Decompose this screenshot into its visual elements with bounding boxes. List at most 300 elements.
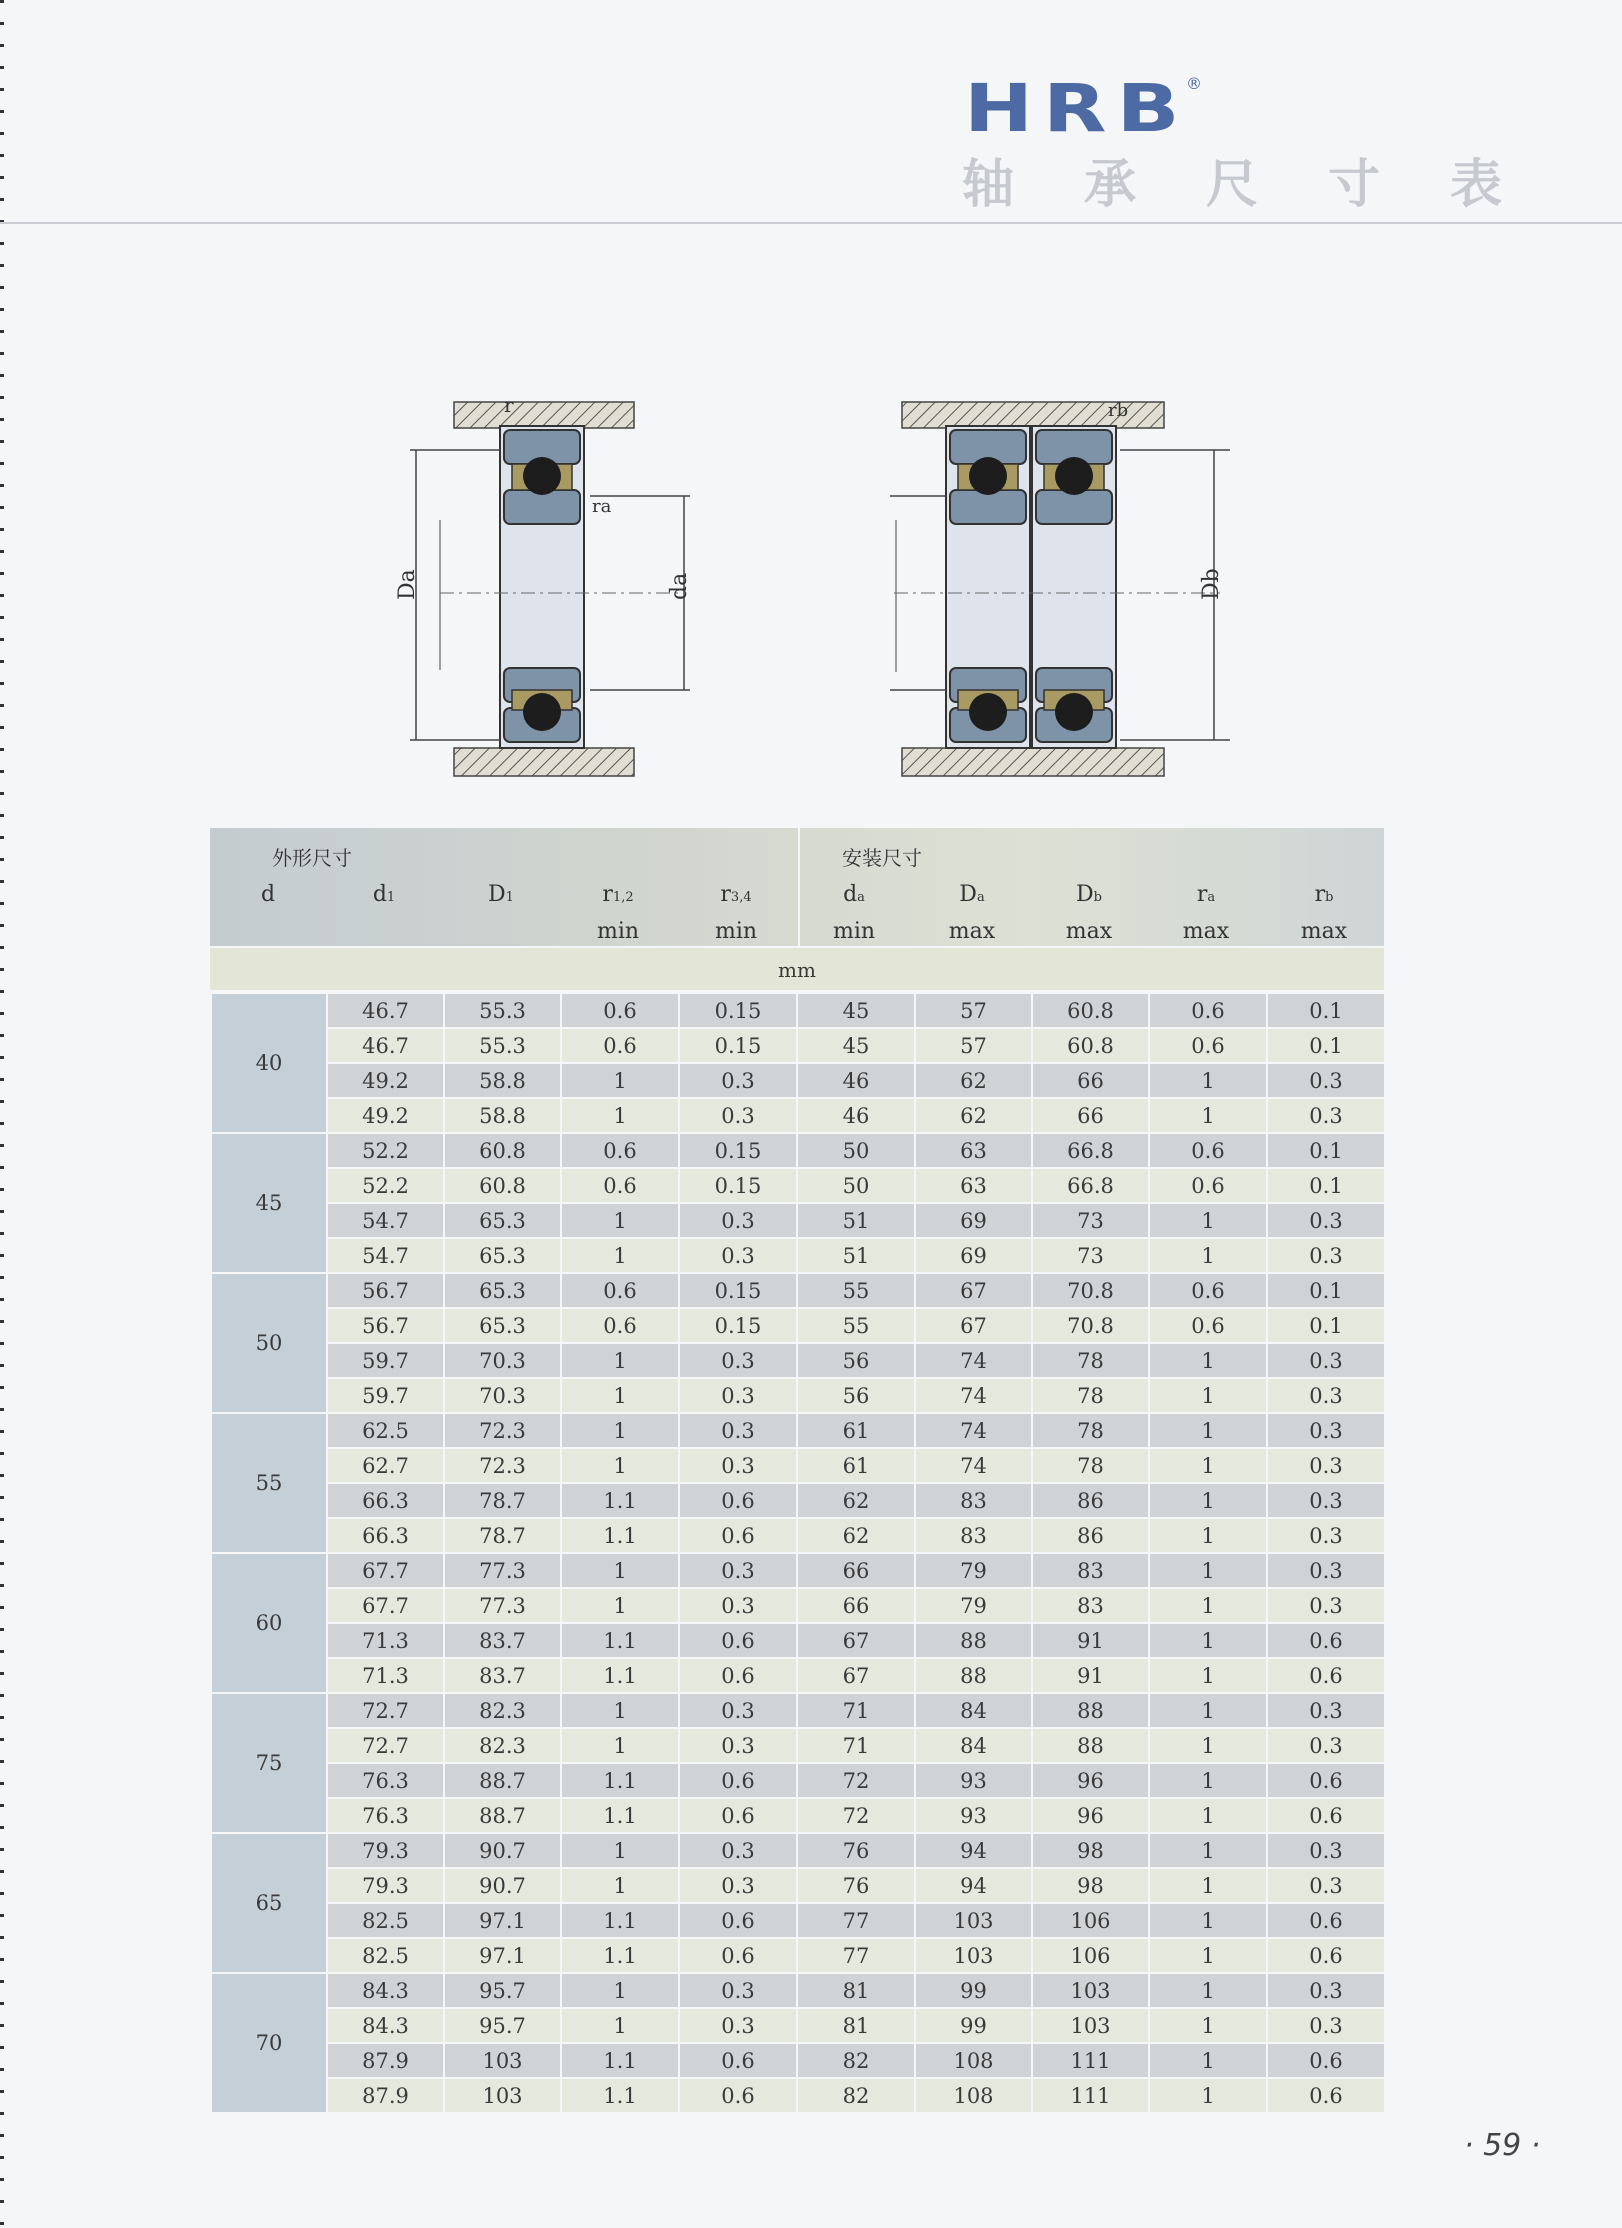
- table-cell: 54.7: [327, 1203, 444, 1238]
- table-cell: 60.8: [444, 1168, 561, 1203]
- table-cell: 1: [1149, 2043, 1267, 2078]
- table-cell: 0.6: [1267, 1623, 1385, 1658]
- table-cell: 1: [1149, 1203, 1267, 1238]
- table-cell: 77.3: [444, 1588, 561, 1623]
- table-cell: 74: [915, 1343, 1032, 1378]
- table-cell: 65.3: [444, 1203, 561, 1238]
- table-cell: 106: [1032, 1903, 1149, 1938]
- table-cell: 72.3: [444, 1413, 561, 1448]
- page-binding-edge: [0, 0, 4, 2228]
- table-cell: 88: [1032, 1693, 1149, 1728]
- table-cell: 0.3: [679, 1098, 797, 1133]
- bore-diameter-cell: 50: [211, 1273, 327, 1413]
- table-cell: 0.3: [679, 1203, 797, 1238]
- table-cell: 61: [797, 1448, 915, 1483]
- table-cell: 1: [561, 1238, 679, 1273]
- table-cell: 57: [915, 993, 1032, 1028]
- table-cell: 0.3: [679, 1378, 797, 1413]
- table-cell: 88.7: [444, 1763, 561, 1798]
- table-cell: 95.7: [444, 1973, 561, 2008]
- label-r: r: [504, 393, 514, 417]
- table-cell: 66: [1032, 1063, 1149, 1098]
- table-cell: 0.3: [1267, 1483, 1385, 1518]
- table-cell: 1: [561, 1343, 679, 1378]
- table-cell: 1: [1149, 1903, 1267, 1938]
- table-cell: 0.3: [1267, 1378, 1385, 1413]
- table-cell: 51: [797, 1238, 915, 1273]
- page-number: · 59 ·: [1464, 2128, 1541, 2163]
- table-cell: 103: [1032, 1973, 1149, 2008]
- table-cell: 91: [1032, 1658, 1149, 1693]
- table-cell: 65.3: [444, 1238, 561, 1273]
- table-cell: 1: [1149, 2078, 1267, 2113]
- label-Db: Db: [1199, 568, 1224, 600]
- table-cell: 0.6: [561, 1133, 679, 1168]
- table-cell: 49.2: [327, 1063, 444, 1098]
- table-cell: 0.1: [1267, 1308, 1385, 1343]
- table-cell: 1: [561, 1728, 679, 1763]
- table-cell: 49.2: [327, 1098, 444, 1133]
- table-cell: 65.3: [444, 1273, 561, 1308]
- table-cell: 1: [1149, 1938, 1267, 1973]
- table-cell: 0.3: [1267, 1413, 1385, 1448]
- table-cell: 1: [1149, 1833, 1267, 1868]
- table-cell: 0.6: [1267, 1798, 1385, 1833]
- table-cell: 1.1: [561, 1903, 679, 1938]
- table-cell: 62: [797, 1483, 915, 1518]
- table-cell: 1.1: [561, 1938, 679, 1973]
- column-header: r1,2 min: [596, 882, 640, 944]
- table-cell: 69: [915, 1203, 1032, 1238]
- bore-diameter-cell: 75: [211, 1693, 327, 1833]
- table-cell: 55.3: [444, 1028, 561, 1063]
- table-cell: 1: [1149, 1098, 1267, 1133]
- table-cell: 0.6: [1149, 1133, 1267, 1168]
- table-cell: 0.6: [679, 1483, 797, 1518]
- table-cell: 0.6: [1267, 1903, 1385, 1938]
- table-cell: 70.8: [1032, 1273, 1149, 1308]
- table-cell: 69: [915, 1238, 1032, 1273]
- table-cell: 74: [915, 1448, 1032, 1483]
- table-cell: 0.6: [1149, 993, 1267, 1028]
- table-cell: 0.1: [1267, 1133, 1385, 1168]
- table-row: [211, 1728, 1385, 1763]
- table-row: [211, 1028, 1385, 1063]
- table-cell: 72: [797, 1763, 915, 1798]
- table-cell: 0.15: [679, 993, 797, 1028]
- table-cell: 93: [915, 1798, 1032, 1833]
- table-cell: 82.3: [444, 1728, 561, 1763]
- table-row: [211, 1763, 1385, 1798]
- table-cell: 93: [915, 1763, 1032, 1798]
- table-row: [211, 1448, 1385, 1483]
- table-cell: 1: [1149, 1238, 1267, 1273]
- table-cell: 60.8: [444, 1133, 561, 1168]
- table-cell: 1: [561, 1588, 679, 1623]
- table-cell: 1: [1149, 1553, 1267, 1588]
- table-cell: 0.3: [1267, 1833, 1385, 1868]
- table-row: [211, 1693, 1385, 1728]
- table-cell: 72.7: [327, 1728, 444, 1763]
- table-row: [211, 1588, 1385, 1623]
- table-cell: 45: [797, 1028, 915, 1063]
- table-cell: 1.1: [561, 2078, 679, 2113]
- table-cell: 52.2: [327, 1133, 444, 1168]
- table-cell: 0.3: [1267, 1868, 1385, 1903]
- table-cell: 99: [915, 1973, 1032, 2008]
- table-cell: 67.7: [327, 1588, 444, 1623]
- table-cell: 71.3: [327, 1658, 444, 1693]
- table-row: [211, 1413, 1385, 1448]
- column-header: ra max: [1182, 882, 1230, 944]
- table-cell: 0.3: [1267, 1203, 1385, 1238]
- table-header: [210, 828, 1384, 990]
- table-cell: 71: [797, 1728, 915, 1763]
- table-cell: 1: [561, 1378, 679, 1413]
- table-row: [211, 1868, 1385, 1903]
- table-cell: 0.6: [561, 1273, 679, 1308]
- table-cell: 57: [915, 1028, 1032, 1063]
- bore-diameter-cell: 70: [211, 1973, 327, 2113]
- table-cell: 66: [797, 1588, 915, 1623]
- table-cell: 0.6: [679, 2043, 797, 2078]
- table-cell: 58.8: [444, 1063, 561, 1098]
- table-cell: 0.3: [1267, 1588, 1385, 1623]
- table-cell: 90.7: [444, 1868, 561, 1903]
- table-cell: 0.1: [1267, 993, 1385, 1028]
- table-cell: 103: [1032, 2008, 1149, 2043]
- table-cell: 0.15: [679, 1028, 797, 1063]
- table-cell: 65.3: [444, 1308, 561, 1343]
- table-row: [211, 1553, 1385, 1588]
- table-cell: 1: [1149, 2008, 1267, 2043]
- table-row: [211, 1938, 1385, 1973]
- table-cell: 76.3: [327, 1763, 444, 1798]
- table-cell: 58.8: [444, 1098, 561, 1133]
- table-cell: 83.7: [444, 1658, 561, 1693]
- table-cell: 0.15: [679, 1133, 797, 1168]
- table-cell: 0.3: [1267, 1553, 1385, 1588]
- table-cell: 66: [1032, 1098, 1149, 1133]
- table-cell: 103: [444, 2043, 561, 2078]
- table-cell: 83: [915, 1518, 1032, 1553]
- table-cell: 77.3: [444, 1553, 561, 1588]
- table-row: [211, 1238, 1385, 1273]
- table-cell: 71: [797, 1693, 915, 1728]
- header-rule: [0, 222, 1622, 224]
- table-cell: 0.3: [679, 1693, 797, 1728]
- hrb-logo: HRB: [964, 70, 1190, 147]
- subtitle-char: 寸: [1327, 155, 1380, 215]
- table-cell: 73: [1032, 1203, 1149, 1238]
- table-cell: 81: [797, 1973, 915, 2008]
- table-cell: 1.1: [561, 1798, 679, 1833]
- table-cell: 0.3: [1267, 1518, 1385, 1553]
- table-cell: 76: [797, 1833, 915, 1868]
- table-row: [211, 2043, 1385, 2078]
- table-cell: 0.6: [1267, 1938, 1385, 1973]
- table-cell: 1: [1149, 1693, 1267, 1728]
- table-row: [211, 1798, 1385, 1833]
- table-cell: 55: [797, 1273, 915, 1308]
- table-cell: 56.7: [327, 1273, 444, 1308]
- table-cell: 96: [1032, 1763, 1149, 1798]
- table-cell: 0.3: [679, 1448, 797, 1483]
- table-cell: 66: [797, 1553, 915, 1588]
- table-cell: 46.7: [327, 1028, 444, 1063]
- table-cell: 46: [797, 1098, 915, 1133]
- table-cell: 79: [915, 1553, 1032, 1588]
- table-row: [211, 2008, 1385, 2043]
- column-header: D1: [488, 882, 514, 907]
- table-cell: 1: [1149, 1483, 1267, 1518]
- table-cell: 0.3: [1267, 1238, 1385, 1273]
- table-cell: 56: [797, 1343, 915, 1378]
- table-cell: 1: [1149, 1763, 1267, 1798]
- table-cell: 99: [915, 2008, 1032, 2043]
- table-cell: 90.7: [444, 1833, 561, 1868]
- table-cell: 0.3: [679, 1728, 797, 1763]
- table-cell: 95.7: [444, 2008, 561, 2043]
- table-cell: 67.7: [327, 1553, 444, 1588]
- table-cell: 82: [797, 2043, 915, 2078]
- table-cell: 1.1: [561, 1518, 679, 1553]
- table-cell: 1: [1149, 1448, 1267, 1483]
- table-cell: 0.6: [679, 1658, 797, 1693]
- table-cell: 77: [797, 1903, 915, 1938]
- table-cell: 0.6: [561, 1028, 679, 1063]
- table-cell: 84: [915, 1728, 1032, 1763]
- table-cell: 60.8: [1032, 1028, 1149, 1063]
- table-cell: 1: [1149, 1623, 1267, 1658]
- table-cell: 0.6: [679, 1763, 797, 1798]
- table-cell: 0.3: [679, 2008, 797, 2043]
- table-cell: 82: [797, 2078, 915, 2113]
- table-cell: 0.6: [561, 993, 679, 1028]
- table-cell: 0.6: [1149, 1168, 1267, 1203]
- column-header: Da max: [948, 882, 996, 944]
- table-row: [211, 1518, 1385, 1553]
- table-cell: 67: [915, 1273, 1032, 1308]
- table-cell: 1: [1149, 1973, 1267, 2008]
- table-cell: 66.3: [327, 1518, 444, 1553]
- paired-bearing-diagram: [890, 390, 1260, 800]
- table-row: [211, 1833, 1385, 1868]
- label-ra: ra: [592, 496, 612, 517]
- table-cell: 1: [561, 1553, 679, 1588]
- subtitle-char: 表: [1449, 155, 1502, 215]
- table-cell: 0.6: [1267, 2078, 1385, 2113]
- table-row: [211, 1098, 1385, 1133]
- table-cell: 1: [561, 1693, 679, 1728]
- table-row: [211, 993, 1385, 1028]
- table-cell: 55.3: [444, 993, 561, 1028]
- single-bearing-diagram: [380, 390, 710, 800]
- table-cell: 94: [915, 1833, 1032, 1868]
- table-cell: 88: [915, 1658, 1032, 1693]
- table-cell: 0.6: [1267, 2043, 1385, 2078]
- table-cell: 73: [1032, 1238, 1149, 1273]
- table-cell: 0.15: [679, 1273, 797, 1308]
- table-cell: 71.3: [327, 1623, 444, 1658]
- table-cell: 1: [1149, 1343, 1267, 1378]
- table-cell: 70.3: [444, 1378, 561, 1413]
- table-cell: 0.6: [1267, 1658, 1385, 1693]
- table-cell: 72.3: [444, 1448, 561, 1483]
- table-cell: 0.6: [1149, 1273, 1267, 1308]
- table-cell: 82.5: [327, 1903, 444, 1938]
- table-cell: 0.6: [561, 1308, 679, 1343]
- table-cell: 59.7: [327, 1378, 444, 1413]
- table-cell: 0.6: [1267, 1763, 1385, 1798]
- table-cell: 72: [797, 1798, 915, 1833]
- table-cell: 1: [561, 1413, 679, 1448]
- table-cell: 1: [1149, 1728, 1267, 1763]
- table-cell: 62: [915, 1098, 1032, 1133]
- table-cell: 1: [561, 1203, 679, 1238]
- table-cell: 0.3: [1267, 2008, 1385, 2043]
- table-cell: 94: [915, 1868, 1032, 1903]
- table-cell: 1: [1149, 1063, 1267, 1098]
- table-row: [211, 1133, 1385, 1168]
- table-cell: 79.3: [327, 1833, 444, 1868]
- table-cell: 50: [797, 1133, 915, 1168]
- table-cell: 0.15: [679, 1308, 797, 1343]
- table-cell: 82.3: [444, 1693, 561, 1728]
- column-header: d: [260, 882, 276, 907]
- table-cell: 1: [1149, 1658, 1267, 1693]
- table-row: [211, 1308, 1385, 1343]
- table-cell: 1: [561, 1448, 679, 1483]
- table-cell: 1.1: [561, 2043, 679, 2078]
- table-cell: 1: [561, 1868, 679, 1903]
- table-cell: 0.6: [679, 1623, 797, 1658]
- table-cell: 88: [915, 1623, 1032, 1658]
- table-cell: 1: [1149, 1588, 1267, 1623]
- table-cell: 78: [1032, 1448, 1149, 1483]
- registered-mark: ®: [1186, 74, 1202, 93]
- table-cell: 87.9: [327, 2043, 444, 2078]
- table-cell: 63: [915, 1133, 1032, 1168]
- table-cell: 83: [1032, 1588, 1149, 1623]
- table-cell: 62.7: [327, 1448, 444, 1483]
- label-rb: rb: [1108, 400, 1129, 421]
- table-cell: 74: [915, 1413, 1032, 1448]
- table-cell: 97.1: [444, 1938, 561, 1973]
- table-cell: 84.3: [327, 1973, 444, 2008]
- table-cell: 103: [915, 1938, 1032, 1973]
- table-row: [211, 1168, 1385, 1203]
- table-cell: 55: [797, 1308, 915, 1343]
- table-row: [211, 2078, 1385, 2113]
- table-cell: 83.7: [444, 1623, 561, 1658]
- bore-diameter-cell: 65: [211, 1833, 327, 1973]
- table-cell: 56.7: [327, 1308, 444, 1343]
- table-cell: 0.6: [679, 2078, 797, 2113]
- group-outer-dimensions: 外形尺寸: [272, 846, 352, 870]
- table-cell: 70.8: [1032, 1308, 1149, 1343]
- table-cell: 0.6: [679, 1903, 797, 1938]
- table-cell: 0.3: [1267, 1063, 1385, 1098]
- table-cell: 62: [797, 1518, 915, 1553]
- table-cell: 62.5: [327, 1413, 444, 1448]
- table-cell: 81: [797, 2008, 915, 2043]
- table-cell: 83: [1032, 1553, 1149, 1588]
- column-header: rb max: [1300, 882, 1348, 944]
- table-cell: 0.3: [1267, 1343, 1385, 1378]
- table-cell: 67: [915, 1308, 1032, 1343]
- label-Da: Da: [395, 569, 420, 600]
- table-cell: 84.3: [327, 2008, 444, 2043]
- table-cell: 1.1: [561, 1658, 679, 1693]
- bore-diameter-cell: 60: [211, 1553, 327, 1693]
- table-row: [211, 1483, 1385, 1518]
- table-cell: 0.1: [1267, 1273, 1385, 1308]
- table-cell: 78: [1032, 1378, 1149, 1413]
- table-cell: 108: [915, 2043, 1032, 2078]
- table-cell: 0.3: [679, 1973, 797, 2008]
- table-cell: 0.3: [1267, 1693, 1385, 1728]
- table-cell: 63: [915, 1168, 1032, 1203]
- table-cell: 78: [1032, 1413, 1149, 1448]
- table-cell: 0.3: [679, 1063, 797, 1098]
- table-cell: 86: [1032, 1483, 1149, 1518]
- table-row: [211, 1623, 1385, 1658]
- table-cell: 87.9: [327, 2078, 444, 2113]
- group-mounting-dimensions: 安装尺寸: [842, 846, 922, 870]
- table-cell: 0.3: [679, 1833, 797, 1868]
- table-cell: 78.7: [444, 1518, 561, 1553]
- table-cell: 98: [1032, 1833, 1149, 1868]
- table-cell: 1: [1149, 1378, 1267, 1413]
- table-cell: 1: [561, 1973, 679, 2008]
- table-cell: 60.8: [1032, 993, 1149, 1028]
- table-cell: 51: [797, 1203, 915, 1238]
- table-cell: 78: [1032, 1343, 1149, 1378]
- table-cell: 0.3: [679, 1553, 797, 1588]
- table-cell: 46.7: [327, 993, 444, 1028]
- table-cell: 1: [561, 2008, 679, 2043]
- table-row: [211, 1658, 1385, 1693]
- column-header: da min: [832, 882, 876, 944]
- table-row: [211, 1973, 1385, 2008]
- table-cell: 0.3: [679, 1238, 797, 1273]
- table-cell: 1.1: [561, 1763, 679, 1798]
- table-cell: 1: [1149, 1868, 1267, 1903]
- table-cell: 67: [797, 1658, 915, 1693]
- table-cell: 50: [797, 1168, 915, 1203]
- table-cell: 0.6: [679, 1798, 797, 1833]
- table-cell: 88: [1032, 1728, 1149, 1763]
- table-cell: 0.3: [679, 1868, 797, 1903]
- table-cell: 0.6: [1149, 1308, 1267, 1343]
- table-cell: 103: [915, 1903, 1032, 1938]
- table-cell: 111: [1032, 2078, 1149, 2113]
- table-cell: 1: [561, 1063, 679, 1098]
- table-row: [211, 1273, 1385, 1308]
- table-cell: 54.7: [327, 1238, 444, 1273]
- column-header: Db max: [1065, 882, 1113, 944]
- table-cell: 0.6: [561, 1168, 679, 1203]
- table-cell: 66.8: [1032, 1168, 1149, 1203]
- table-row: [211, 1063, 1385, 1098]
- subtitle-char: 尺: [1205, 155, 1258, 215]
- table-cell: 108: [915, 2078, 1032, 2113]
- table-cell: 1: [561, 1833, 679, 1868]
- table-cell: 67: [797, 1623, 915, 1658]
- column-header: d1: [372, 882, 396, 907]
- table-cell: 62: [915, 1063, 1032, 1098]
